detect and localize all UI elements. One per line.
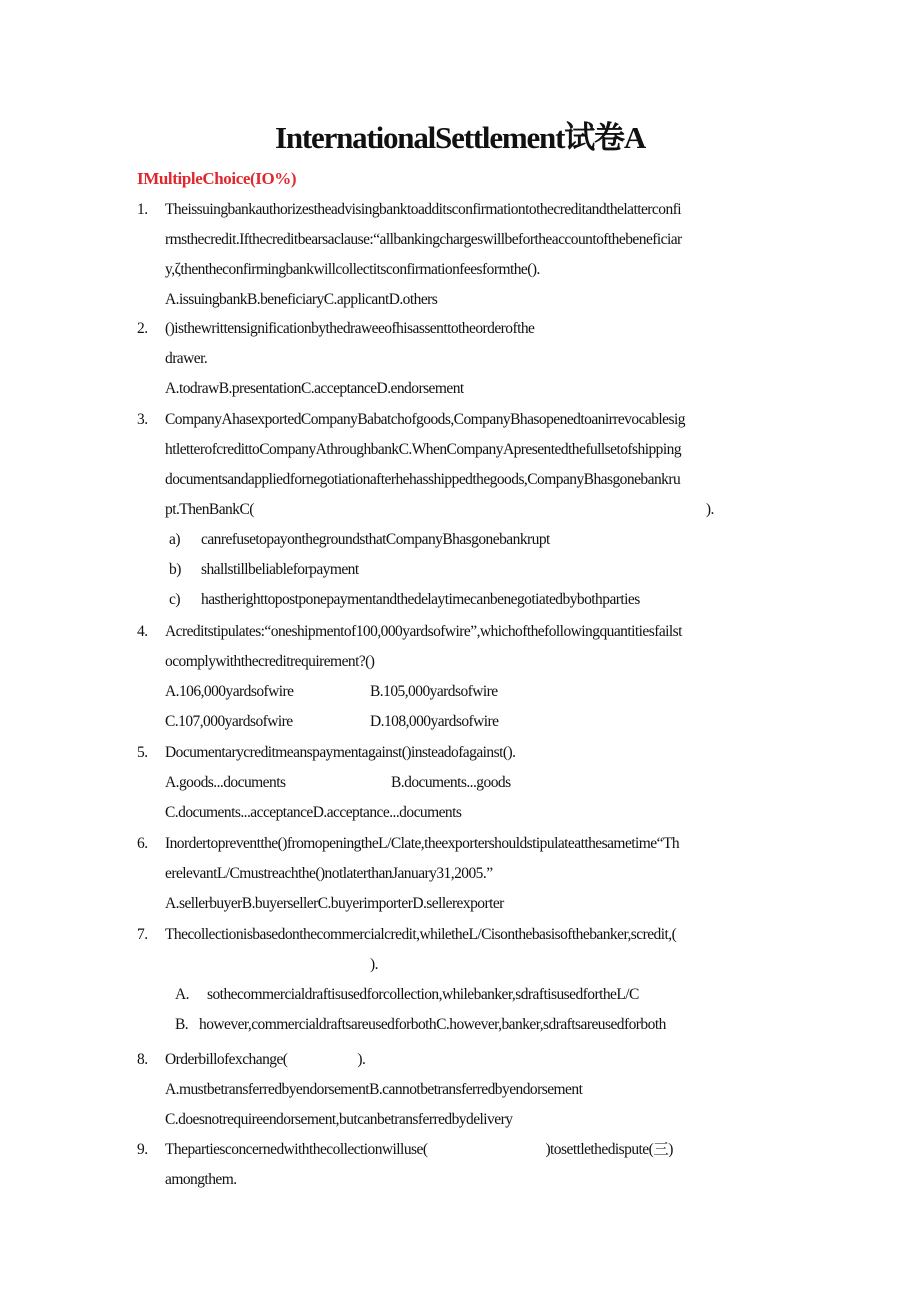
question-number: 2.	[137, 320, 148, 337]
question-text-row	[165, 1135, 795, 1165]
question-text: Documentarycreditmeanspaymentagainst()insteadofagainst().	[165, 744, 516, 761]
question-text: ()isthewrittensignificationbythedraweeofhisassenttotheorderofthe	[165, 320, 535, 337]
answer-options: A.todrawB.presentationC.acceptanceD.endorsement	[165, 380, 464, 397]
question-text-continued: )tosettlethedispute(三)	[545, 1141, 673, 1158]
question-text: erelevantL/Cmustreachthe()notlaterthanJanuary31,2005.”	[165, 865, 493, 882]
question-text: Thecollectionisbasedonthecommercialcredit,whiletheL/Cisonthebasisofthebanker,scredit,(	[165, 926, 677, 943]
question-number: 8.	[137, 1051, 148, 1068]
question-number: 1.	[137, 201, 148, 218]
question-7	[137, 920, 797, 1040]
question-5	[137, 738, 797, 828]
answer-options: C.doesnotrequireendorsement,butcanbetransferredbydelivery	[165, 1111, 513, 1128]
question-text: y,ζthentheconfirmingbankwillcollectitsconfirmationfeesformthe().	[165, 261, 540, 278]
answer-options: C.documents...acceptanceD.acceptance...documents	[165, 804, 462, 821]
question-number: 3.	[137, 411, 148, 428]
question-text: Theissuingbankauthorizestheadvisingbanktoadditsconfirmationtothecreditandthelatterconfi	[165, 201, 682, 218]
sub-option-label: A.	[175, 986, 189, 1003]
question-number: 5.	[137, 744, 148, 761]
sub-option-a	[165, 525, 795, 555]
question-text: pt.ThenBankC(	[165, 501, 254, 518]
question-text: Orderbillofexchange(	[165, 1051, 288, 1068]
question-8	[137, 1045, 797, 1135]
sub-option-a	[165, 980, 795, 1010]
question-text: CompanyAhasexportedCompanyBabatchofgoods,CompanyBhasopenedtoanirrevocablesig	[165, 411, 685, 428]
question-text-row	[165, 950, 795, 980]
sub-option-text: canrefusetopayonthegroundsthatCompanyBhasgonebankrupt	[201, 531, 550, 548]
question-text: htletterofcredittoCompanyAthroughbankC.WhenCompanyApresentedthefullsetofshipping	[165, 441, 682, 458]
question-text: Acreditstipulates:“oneshipmentof100,000yardsofwire”,whichofthefollowingquantitiesfailst	[165, 623, 682, 640]
question-3	[137, 405, 797, 615]
question-text: Thepartiesconcernedwiththecollectionwilluse(	[165, 1141, 428, 1158]
answer-options: A.sellerbuyerB.buyersellerC.buyerimporterD.sellerexporter	[165, 895, 504, 912]
sub-option-b	[165, 1010, 795, 1040]
answer-options: A.mustbetransferredbyendorsementB.cannotbetransferredbyendorsement	[165, 1081, 583, 1098]
question-text: rmsthecredit.Ifthecreditbearsaclause:“allbankingchargeswillbefortheaccountofthebeneficiar	[165, 231, 682, 248]
answer-blank-close: ).	[357, 1051, 366, 1068]
page-title: InternationalSettlement试卷A	[274, 120, 646, 155]
question-9	[137, 1135, 797, 1195]
answer-options-row	[165, 768, 795, 798]
answer-option-d: D.108,000yardsofwire	[370, 713, 499, 730]
question-text-row	[165, 1045, 795, 1075]
sub-option-label: B.	[175, 1016, 189, 1033]
question-number: 7.	[137, 926, 148, 943]
question-number: 6.	[137, 835, 148, 852]
sub-option-text: however,commercialdraftsareusedforbothC.however,banker,sdraftsareusedforboth	[199, 1016, 666, 1033]
question-text: documentsandappliedfornegotiationafterhehasshippedthegoods,CompanyBhasgonebankru	[165, 471, 681, 488]
question-text: ocomplywiththecreditrequirement?()	[165, 653, 375, 670]
answer-option-b: B.105,000yardsofwire	[370, 683, 498, 700]
question-text-row	[165, 495, 795, 525]
section-heading: IMultipleChoice(IO%)	[137, 169, 297, 188]
question-number: 9.	[137, 1141, 148, 1158]
question-4	[137, 617, 797, 737]
answer-options: A.issuingbankB.beneficiaryC.applicantD.others	[165, 291, 438, 308]
answer-option-a: A.106,000yardsofwire	[165, 683, 294, 700]
question-text: Inordertopreventthe()fromopeningtheL/Clate,theexportershouldstipulateatthesametime“Th	[165, 835, 680, 852]
sub-option-text: hastherighttopostponepaymentandthedelaytimecanbenegotiatedbybothparties	[201, 591, 640, 608]
answer-options-row	[165, 677, 795, 707]
answer-blank-close: ).	[705, 501, 714, 518]
sub-option-b	[165, 555, 795, 585]
answer-option-c: C.107,000yardsofwire	[165, 713, 293, 730]
answer-options-row	[165, 707, 795, 737]
question-1	[137, 195, 797, 315]
sub-option-label: c)	[169, 591, 180, 608]
sub-option-text: shallstillbeliableforpayment	[201, 561, 359, 578]
question-text: drawer.	[165, 350, 208, 367]
sub-option-c	[165, 585, 795, 615]
answer-option-a: A.goods...documents	[165, 774, 286, 791]
answer-option-b: B.documents...goods	[391, 774, 511, 791]
answer-blank-close: ).	[370, 956, 378, 973]
sub-option-text: sothecommercialdraftisusedforcollection,whilebanker,sdraftisusedfortheL/C	[207, 986, 639, 1003]
question-number: 4.	[137, 623, 148, 640]
sub-option-label: b)	[169, 561, 181, 578]
question-6	[137, 829, 797, 919]
question-text: amongthem.	[165, 1171, 237, 1188]
question-2	[137, 314, 797, 404]
sub-option-label: a)	[169, 531, 180, 548]
